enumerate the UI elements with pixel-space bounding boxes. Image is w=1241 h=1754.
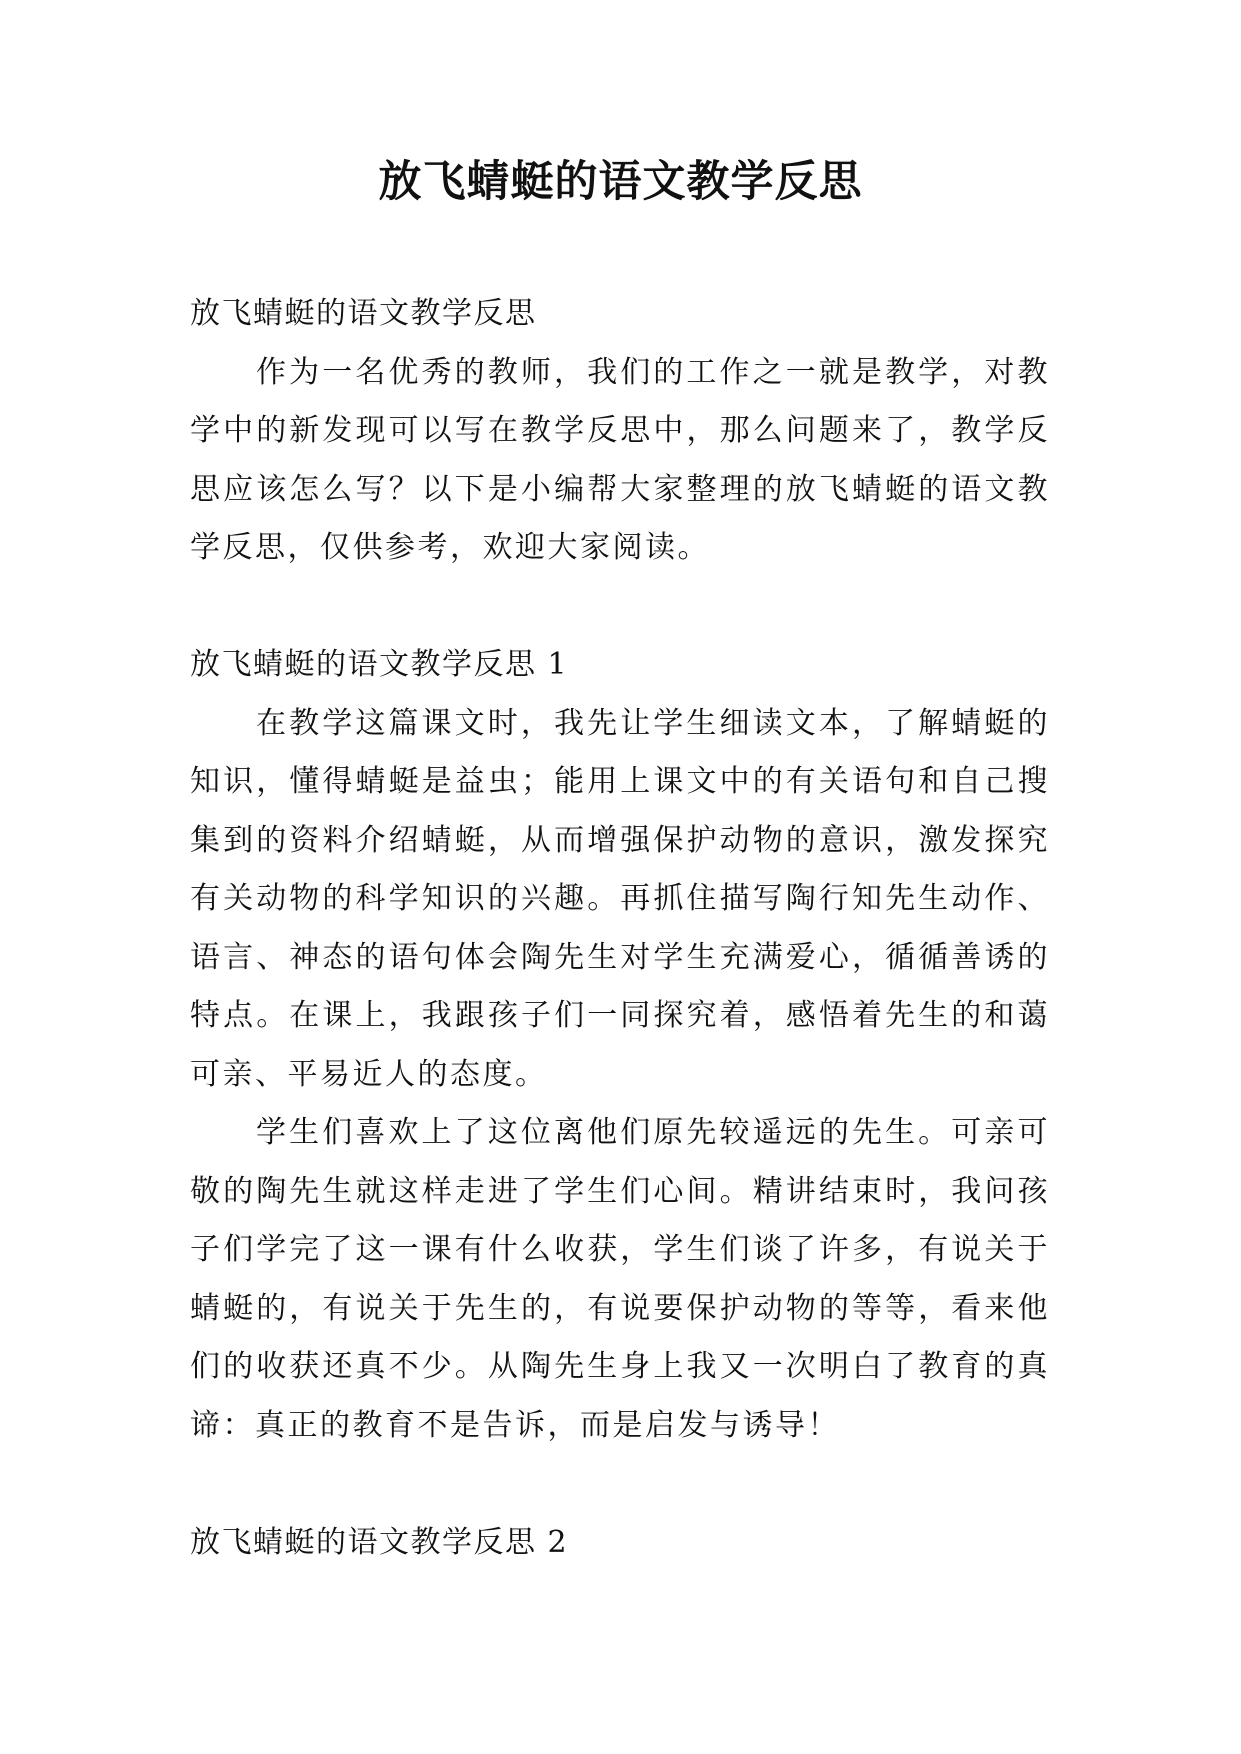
intro-paragraph: 作为一名优秀的教师，我们的工作之一就是教学，对教学中的新发现可以写在教学反思中，那么问题来了，教学反思应该怎么写？以下是小编帮大家整理的放飞蜻蜓的语文教学反思，仅供参考，欢迎大家阅读。 xyxy=(190,354,1050,565)
section-1-paragraph-2: 学生们喜欢上了这位离他们原先较遥远的先生。可亲可敬的陶先生就这样走进了学生们心间。精讲结束时，我问孩子们学完了这一课有什么收获，学生们谈了许多，有说关于蜻蜓的，有说关于先生的，有说要保护动物的等等，看来他们的收获还真不少。从陶先生身上我又一次明白了教育的真谛：真正的教育不是告诉，而是启发与诱导！ xyxy=(190,1115,1050,1443)
section-heading-1: 放飞蜻蜓的语文教学反思 1 xyxy=(190,647,569,682)
document-title: 放飞蜻蜓的语文教学反思 xyxy=(378,157,863,207)
document-body xyxy=(190,285,1050,1572)
section-spacer xyxy=(190,1455,1050,1514)
intro-heading: 放飞蜻蜓的语文教学反思 xyxy=(190,296,537,331)
section-heading-2: 放飞蜻蜓的语文教学反思 2 xyxy=(190,1524,569,1560)
section-spacer xyxy=(190,578,1050,637)
section-1-paragraph-1: 在教学这篇课文时，我先让学生细读文本，了解蜻蜓的知识，懂得蜻蜓是益虫；能用上课文中的有关语句和自己搜集到的资料介绍蜻蜓，从而增强保护动物的意识，激发探究有关动物的科学知识的兴趣。再抓住描写陶行知先生动作、语言、神态的语句体会陶先生对学生充满爱心，循循善诱的特点。在课上，我跟孩子们一同探究着，感悟着先生的和蔼可亲、平易近人的态度。 xyxy=(190,705,1050,1092)
